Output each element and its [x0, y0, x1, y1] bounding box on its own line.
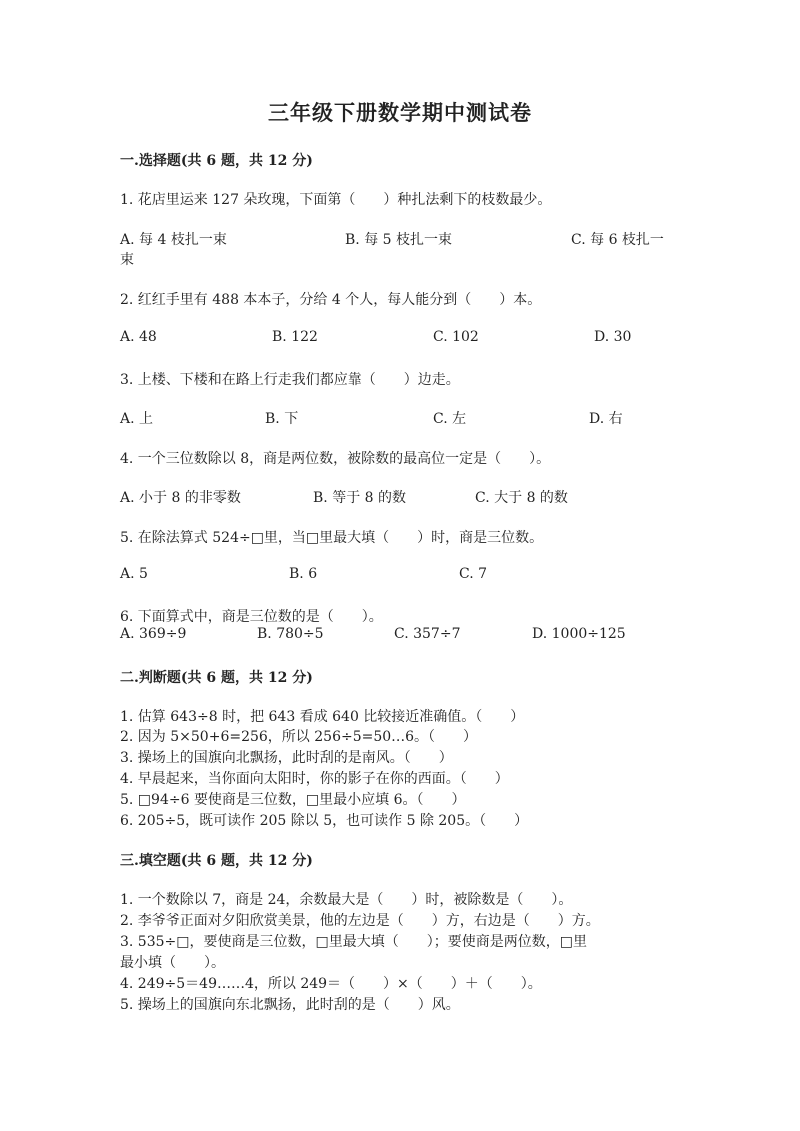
- fill-item-3: 3. 535÷□，要使商是三位数，□里最大填（ ）；要使商是两位数，□里: [120, 934, 587, 950]
- question-6-stem: 6. 下面算式中，商是三位数的是（ ）。: [120, 609, 383, 625]
- question-6-option-c: C. 357÷7: [394, 626, 461, 642]
- question-1-stem: 1. 花店里运来 127 朵玫瑰，下面第（ ）种扎法剩下的枝数最少。: [120, 192, 552, 208]
- question-2-option-c: C. 102: [433, 329, 479, 345]
- question-2-stem: 2. 红红手里有 488 本本子，分给 4 个人，每人能分到（ ）本。: [120, 292, 542, 308]
- question-5-option-a: A. 5: [120, 566, 148, 582]
- fill-item-3-continued: 最小填（ ）。: [120, 955, 225, 971]
- question-5-stem: 5. 在除法算式 524÷□里，当□里最大填（ ）时，商是三位数。: [120, 530, 544, 546]
- page-title: 三年级下册数学期中测试卷: [268, 100, 532, 125]
- question-1-option-c: C. 每 6 枝扎一: [571, 232, 664, 248]
- judgement-item-3: 3. 操场上的国旗向北飘扬，此时刮的是南风。（ ）: [120, 750, 453, 766]
- question-3-option-b: B. 下: [265, 411, 299, 427]
- question-5-option-c: C. 7: [459, 566, 488, 582]
- section-heading-judgement: 二.判断题(共 6 题，共 12 分): [120, 670, 313, 686]
- question-6-option-b: B. 780÷5: [257, 626, 324, 642]
- question-3-option-d: D. 右: [589, 411, 623, 427]
- question-5-option-b: B. 6: [289, 566, 318, 582]
- question-3-stem: 3. 上楼、下楼和在路上行走我们都应靠（ ）边走。: [120, 372, 460, 388]
- question-1-option-a: A. 每 4 枝扎一束: [120, 232, 227, 248]
- fill-item-5: 5. 操场上的国旗向东北飘扬，此时刮的是（ ）风。: [120, 997, 460, 1013]
- question-4-option-b: B. 等于 8 的数: [313, 490, 406, 506]
- section-heading-choice: 一.选择题(共 6 题，共 12 分): [120, 153, 313, 169]
- question-3-option-a: A. 上: [120, 411, 154, 427]
- question-4-option-a: A. 小于 8 的非零数: [120, 490, 241, 506]
- question-6-option-a: A. 369÷9: [120, 626, 187, 642]
- question-2-option-b: B. 122: [272, 329, 318, 345]
- question-4-stem: 4. 一个三位数除以 8，商是两位数，被除数的最高位一定是（ ）。: [120, 451, 551, 467]
- section-heading-fill-blank: 三.填空题(共 6 题，共 12 分): [120, 853, 313, 869]
- fill-item-4: 4. 249÷5＝49……4，所以 249＝（ ）×（ ）＋（ ）。: [120, 976, 542, 992]
- question-2-option-a: A. 48: [120, 329, 157, 345]
- question-4-option-c: C. 大于 8 的数: [475, 490, 568, 506]
- fill-item-2: 2. 李爷爷正面对夕阳欣赏美景，他的左边是（ ）方，右边是（ ）方。: [120, 913, 600, 929]
- question-6-option-d: D. 1000÷125: [532, 626, 626, 642]
- judgement-item-2: 2. 因为 5×50+6=256，所以 256÷5=50…6。（ ）: [120, 729, 478, 745]
- question-2-option-d: D. 30: [594, 329, 632, 345]
- question-1-option-c-wrap: 束: [120, 252, 134, 268]
- question-3-option-c: C. 左: [433, 411, 467, 427]
- judgement-item-6: 6. 205÷5，既可读作 205 除以 5，也可读作 5 除 205。（ ）: [120, 813, 529, 829]
- fill-item-1: 1. 一个数除以 7，商是 24，余数最大是（ ）时，被除数是（ ）。: [120, 892, 573, 908]
- judgement-item-4: 4. 早晨起来，当你面向太阳时，你的影子在你的西面。（ ）: [120, 771, 509, 787]
- judgement-item-1: 1. 估算 643÷8 时，把 643 看成 640 比较接近准确值。（ ）: [120, 709, 525, 725]
- question-1-option-b: B. 每 5 枝扎一束: [345, 232, 452, 248]
- judgement-item-5: 5. □94÷6 要使商是三位数，□里最小应填 6。（ ）: [120, 792, 466, 808]
